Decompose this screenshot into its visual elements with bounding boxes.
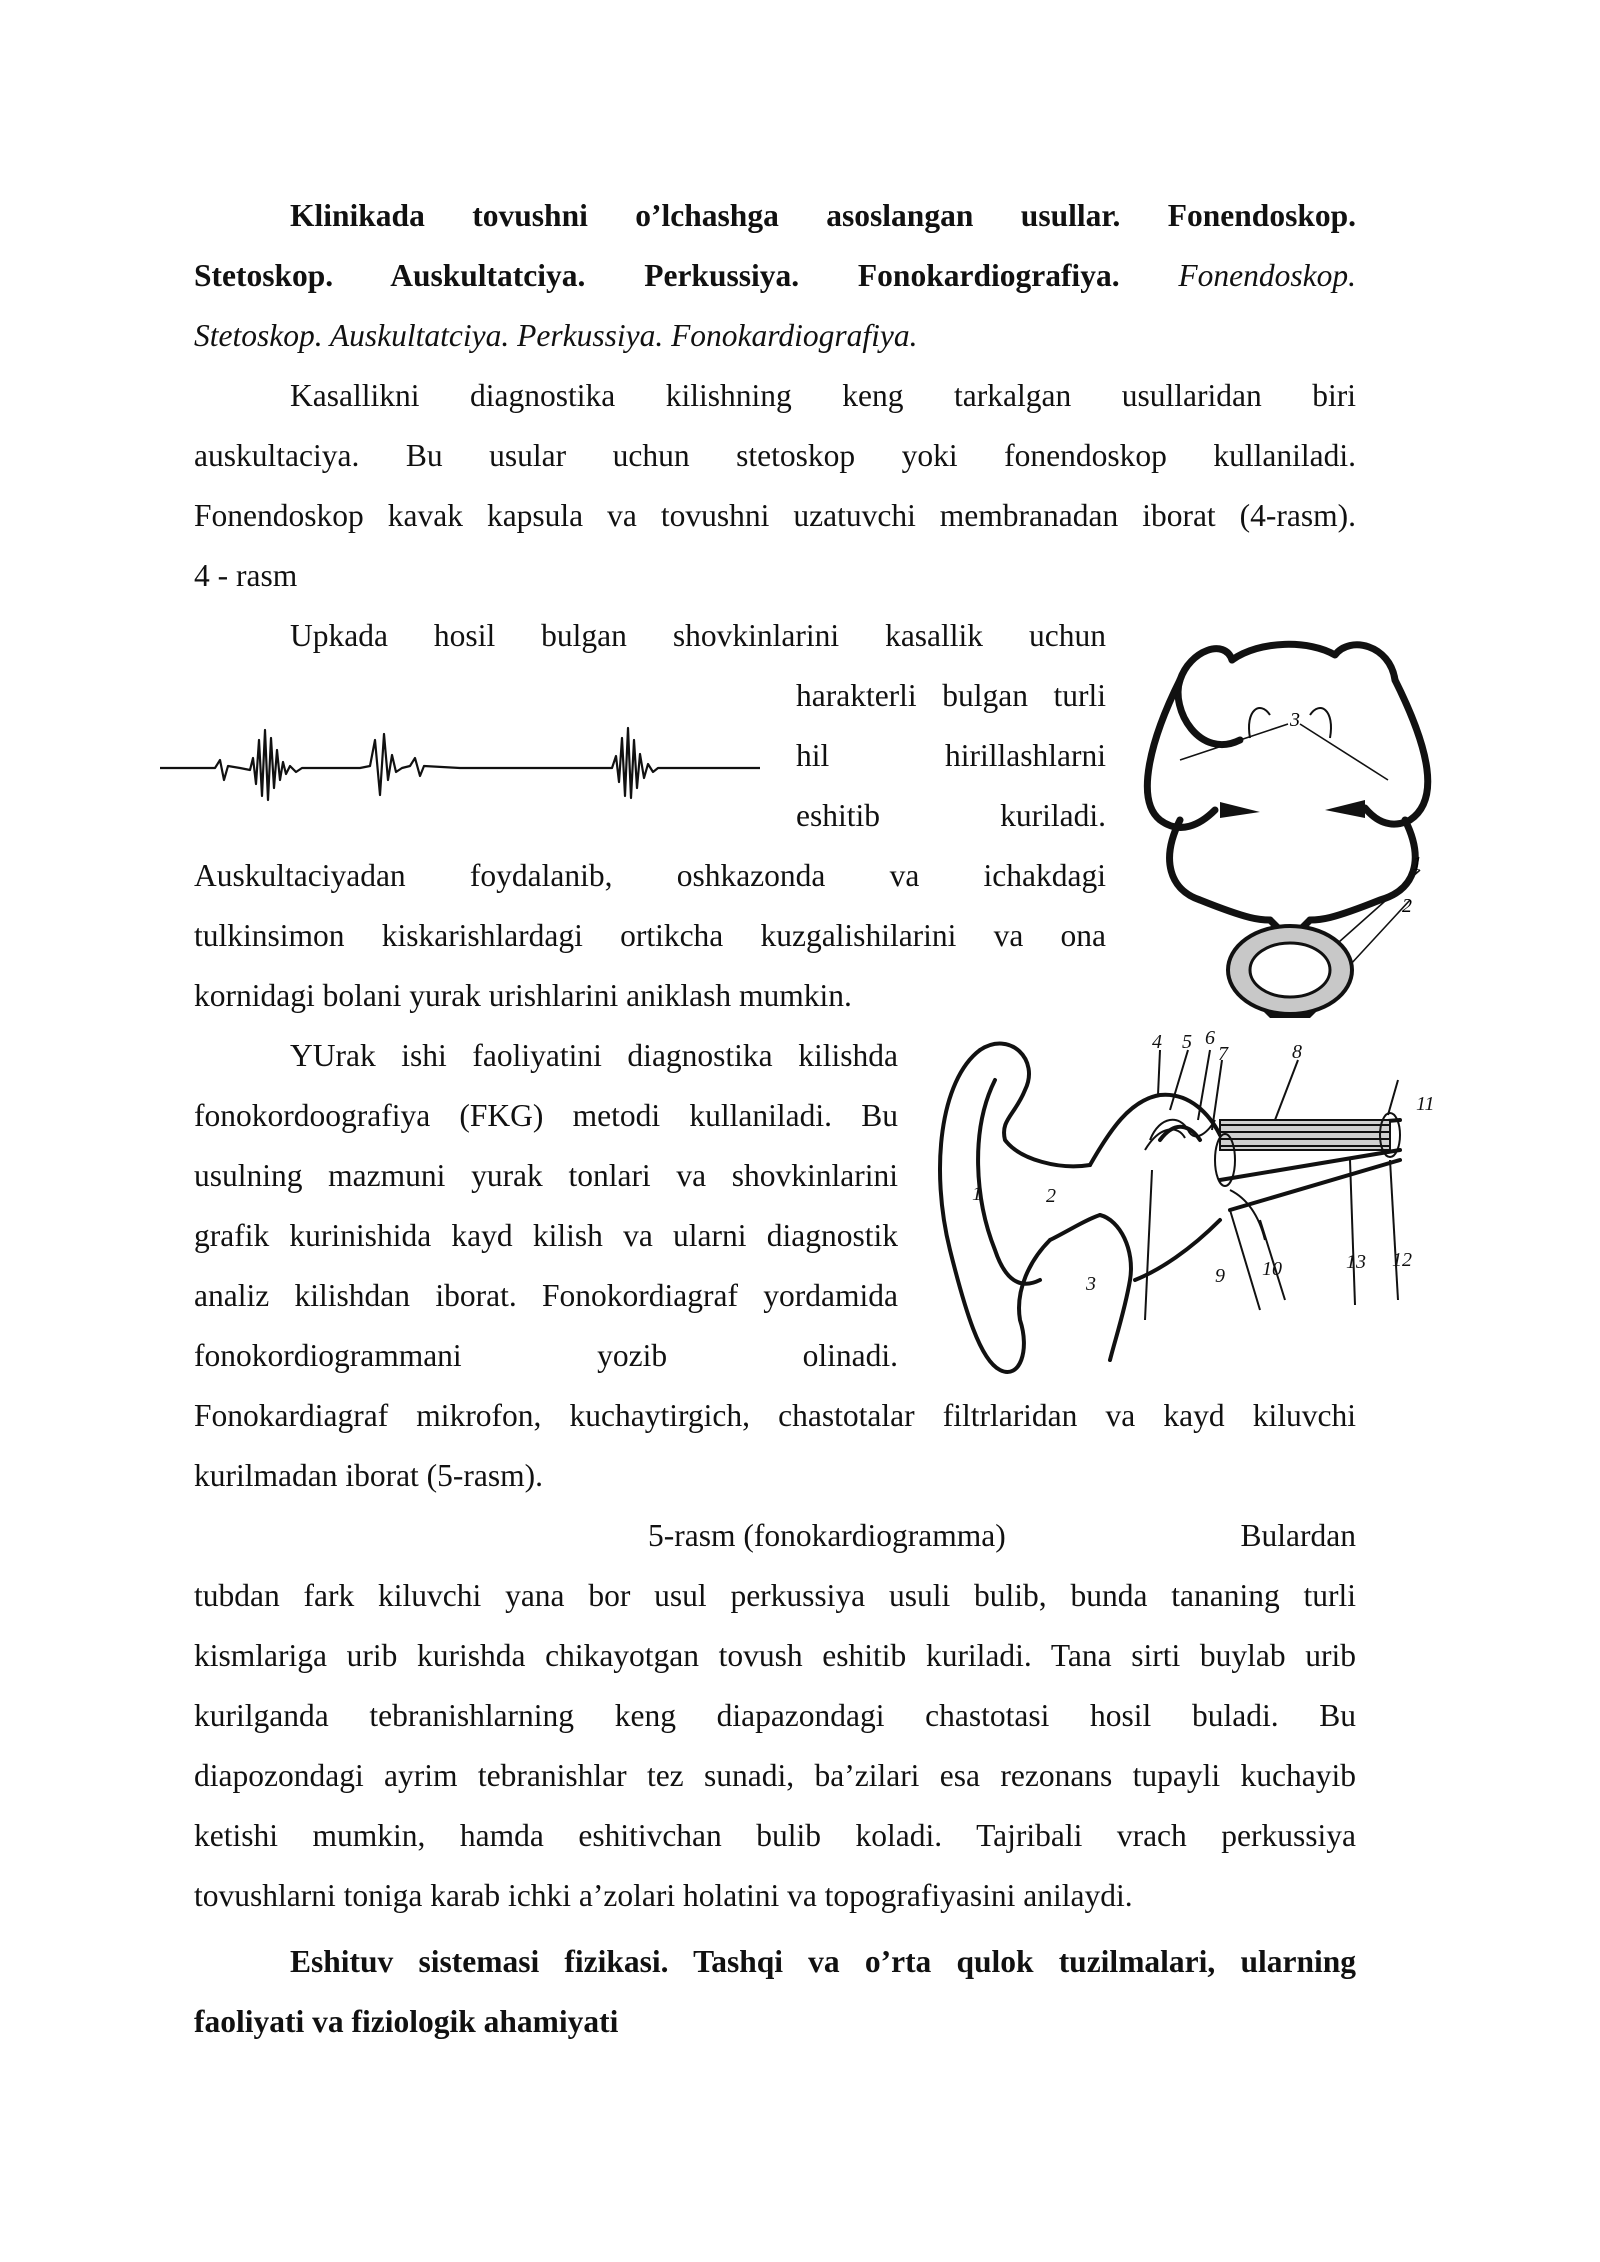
para2-line3: hil hirillashlarni	[796, 738, 1106, 773]
ear-anatomy-figure	[920, 1020, 1440, 1380]
stethoscope-label-1: 1	[1412, 853, 1422, 875]
para3-line7: Fonokardiagraf mikrofon, kuchaytirgich, chastotalar filtrlaridan va kayd kiluvchi	[194, 1398, 1356, 1433]
ear-label-8: 8	[1292, 1041, 1302, 1063]
phonocardiogram-trace	[160, 700, 760, 810]
ear-label-10: 10	[1262, 1258, 1282, 1280]
para4-line1: Bulardan	[1240, 1518, 1356, 1553]
para4-line6: ketishi mumkin, hamda eshitivchan bulib koladi. Tajribali vrach perkussiya	[194, 1818, 1356, 1853]
ear-label-4: 4	[1152, 1031, 1162, 1053]
ear-label-6: 6	[1205, 1027, 1215, 1049]
para4-line7: tovushlarni toniga karab ichki a’zolari holatini va topografiyasini anilaydi.	[194, 1878, 1133, 1913]
earpiece-right-arrow	[1325, 800, 1365, 818]
figure4-caption: 4 - rasm	[194, 558, 298, 593]
para3-line6: fonokordiogrammani yozib olinadi.	[194, 1338, 898, 1373]
phonocardiogram-figure	[160, 700, 760, 810]
para3-line1: YUrak ishi faoliyatini diagnostika kilishda	[290, 1038, 898, 1073]
heading1-line3: Stetoskop. Auskultatciya. Perkussiya. Fonokardiografiya.	[194, 318, 918, 353]
para4-line2: tubdan fark kiluvchi yana bor usul perkussiya usuli bulib, bunda tananing turli	[194, 1578, 1356, 1613]
heading1-line1: Klinikada tovushni o’lchashga asoslangan usullar. Fonendoskop.	[290, 198, 1356, 233]
para3-line8: kurilmadan iborat (5-rasm).	[194, 1458, 544, 1493]
para2-line1: Upkada hosil bulgan shovkinlarini kasallik uchun	[290, 618, 1106, 653]
ear-label-11: 11	[1416, 1093, 1435, 1115]
ear-label-2: 2	[1046, 1185, 1056, 1207]
chest-piece-membrane	[1250, 943, 1330, 997]
ear-label-1: 1	[972, 1183, 982, 1205]
heading1-line2	[194, 246, 1356, 306]
para2-line7: kornidagi bolani yurak urishlarini aniklash mumkin.	[194, 978, 852, 1013]
para3-line4: grafik kurinishida kayd kilish va ularni diagnostik	[194, 1218, 898, 1253]
para4-line4: kurilganda tebranishlarning keng diapazondagi chastotasi hosil buladi. Bu	[194, 1698, 1356, 1733]
para1-line1: Kasallikni diagnostika kilishning keng tarkalgan usullaridan biri	[290, 378, 1356, 413]
stethoscope-label-3: 3	[1290, 709, 1300, 731]
heading2-line2: faoliyati va fiziologik ahamiyati	[194, 2004, 619, 2039]
ear-anatomy-drawing	[920, 1020, 1440, 1380]
para2-line5: Auskultaciyadan foydalanib, oshkazonda va ichakdagi	[194, 858, 1106, 893]
para1-line2: auskultaciya. Bu usular uchun stetoskop yoki fonendoskop kullaniladi.	[194, 438, 1356, 473]
heading1-line2-bold: Stetoskop. Auskultatciya. Perkussiya. Fonokardiografiya.	[194, 258, 1120, 293]
figure5-caption: 5-rasm (fonokardiogramma)	[648, 1518, 1006, 1553]
stethoscope-drawing	[1140, 620, 1440, 1010]
para2-line2: harakterli bulgan turli	[796, 678, 1106, 713]
ear-label-5: 5	[1182, 1031, 1192, 1053]
para1-line3: Fonendoskop kavak kapsula va tovushni uzatuvchi membranadan iborat (4-rasm).	[194, 498, 1356, 533]
ear-label-12: 12	[1392, 1249, 1412, 1271]
stethoscope-figure	[1140, 620, 1440, 1010]
ear-label-13: 13	[1346, 1251, 1366, 1273]
stethoscope-label-2: 2	[1402, 895, 1412, 917]
heading1-line2-italic: Fonendoskop.	[1178, 258, 1356, 293]
ear-label-7: 7	[1218, 1043, 1228, 1065]
para2-line6: tulkinsimon kiskarishlardagi ortikcha kuzgalishilarini va ona	[194, 918, 1106, 953]
earpiece-left-arrow	[1220, 802, 1260, 818]
para3-line3: usulning mazmuni yurak tonlari va shovkinlarini	[194, 1158, 898, 1193]
para3-line5: analiz kilishdan iborat. Fonokordiagraf yordamida	[194, 1278, 898, 1313]
ear-label-3: 3	[1086, 1273, 1096, 1295]
ear-label-9: 9	[1215, 1265, 1225, 1287]
para4-line5: diapozondagi ayrim tebranishlar tez sunadi, ba’zilari esa rezonans tupayli kuchayib	[194, 1758, 1356, 1793]
para4-line3: kismlariga urib kurishda chikayotgan tovush eshitib kuriladi. Tana sirti buylab urib	[194, 1638, 1356, 1673]
para3-line2: fonokordoografiya (FKG) metodi kullaniladi. Bu	[194, 1098, 898, 1133]
para2-line4: eshitib kuriladi.	[796, 798, 1106, 833]
heading2-line1: Eshituv sistemasi fizikasi. Tashqi va o’rta qulok tuzilmalari, ularning	[290, 1944, 1356, 1979]
